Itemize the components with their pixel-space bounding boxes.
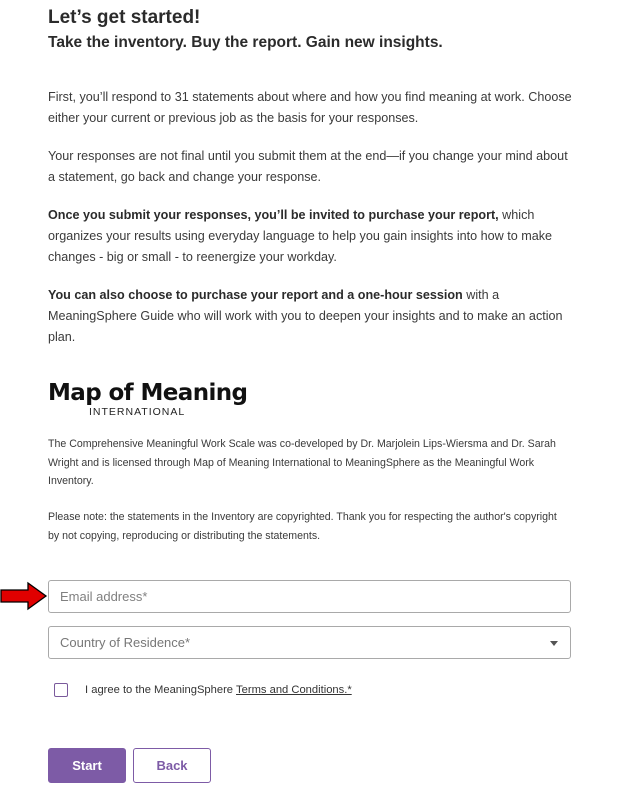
map-of-meaning-logo bbox=[48, 379, 247, 418]
red-arrow-icon bbox=[0, 581, 48, 611]
email-input[interactable] bbox=[60, 581, 530, 612]
terms-agreement bbox=[54, 683, 352, 697]
terms-checkbox[interactable] bbox=[54, 683, 68, 697]
start-button[interactable]: Start bbox=[48, 748, 126, 783]
copyright-notice: Please note: the statements in the Inventory are copyrighted. Thank you for respecting the author's copyright by not copying, reproducing or distributing the statements. bbox=[48, 511, 557, 542]
intro-paragraph-2: Your responses are not final until you submit them at the end—if you change your mind about a statement, go back and change your response. bbox=[48, 149, 568, 184]
email-field[interactable] bbox=[48, 580, 571, 613]
intro-paragraph-1: First, you’ll respond to 31 statements about where and how you find meaning at work. Choose either your current or previous job as the basis for your responses. bbox=[48, 90, 572, 125]
country-select[interactable] bbox=[48, 626, 571, 659]
back-button[interactable]: Back bbox=[133, 748, 211, 783]
credit-text: The Comprehensive Meaningful Work Scale was co-developed by Dr. Marjolein Lips-Wiersma and Dr. Sarah Wright and is licensed through Map of Meaning International to MeaningSphere as the Meaningful Work Inventory. bbox=[48, 438, 556, 487]
intro-paragraph-4 bbox=[48, 285, 576, 348]
intro-paragraph-3 bbox=[48, 205, 576, 268]
page-title: Let’s get started! bbox=[48, 7, 201, 28]
country-select-placeholder: Country of Residence* bbox=[60, 635, 191, 650]
chevron-down-icon bbox=[550, 641, 558, 646]
page-subtitle: Take the inventory. Buy the report. Gain new insights. bbox=[48, 34, 443, 51]
terms-agree-label: I agree to the MeaningSphere bbox=[85, 684, 234, 696]
logo-subtitle: INTERNATIONAL bbox=[89, 406, 186, 418]
intro-paragraph-4-rest: with a MeaningSphere Guide who will work with you to deepen your insights and to make an action plan. bbox=[48, 288, 563, 344]
logo-wordmark: Map of Meaning bbox=[48, 380, 248, 406]
intro-paragraph-4-bold: You can also choose to purchase your report and a one-hour session bbox=[48, 288, 463, 302]
intro-paragraph-3-rest: which organizes your results using everyday language to help you gain insights into how to make changes - big or small - to reenergize your workday. bbox=[48, 208, 553, 264]
intro-paragraph-3-bold: Once you submit your responses, you’ll be invited to purchase your report, bbox=[48, 208, 499, 222]
terms-link[interactable]: Terms and Conditions.* bbox=[236, 684, 352, 696]
